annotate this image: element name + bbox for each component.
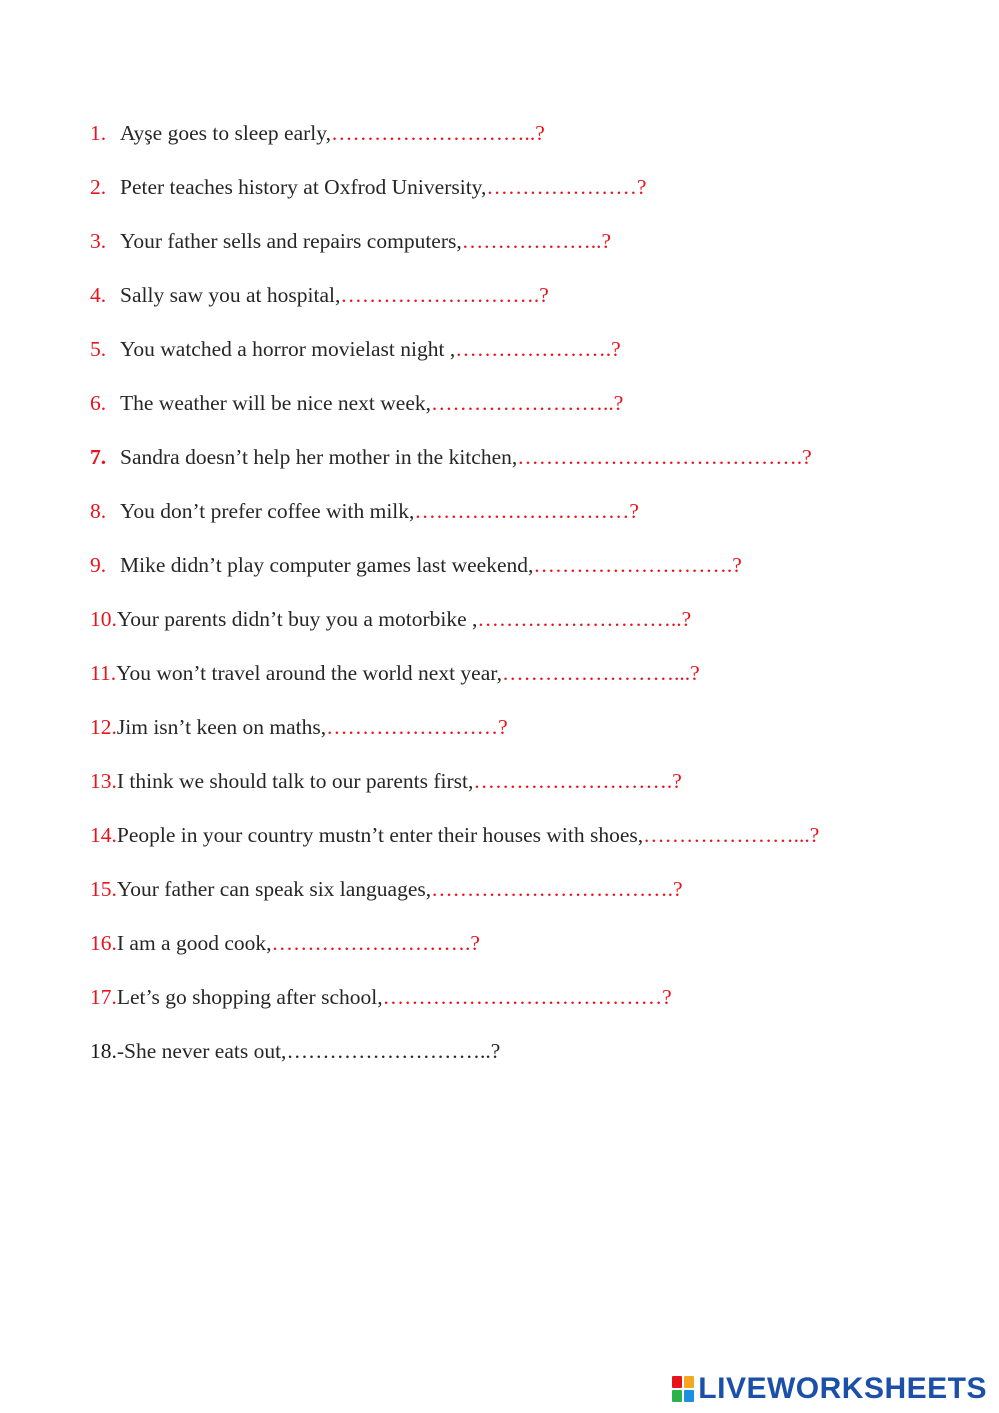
question-text: Sandra doesn’t help her mother in the kitchen, xyxy=(120,445,518,469)
question-number: 12. xyxy=(90,715,117,739)
question-item xyxy=(90,170,970,224)
answer-blank[interactable]: ………………….? xyxy=(455,337,621,361)
answer-blank[interactable]: ……………………..? xyxy=(431,391,624,415)
question-text: Mike didn’t play computer games last weekend, xyxy=(120,553,534,577)
question-number: 5. xyxy=(90,337,107,361)
question-number: 6. xyxy=(90,391,107,415)
question-number: 14. xyxy=(90,823,117,847)
question-item xyxy=(90,278,970,332)
answer-blank[interactable]: ……………………….? xyxy=(340,283,549,307)
question-number: 10. xyxy=(90,607,117,631)
question-number: 1. xyxy=(90,121,107,145)
question-number: 13. xyxy=(90,769,117,793)
question-item xyxy=(90,494,970,548)
answer-blank[interactable]: ………………………..? xyxy=(330,121,545,145)
answer-blank[interactable]: …………………………….? xyxy=(431,877,683,901)
question-item xyxy=(90,386,970,440)
question-item xyxy=(90,1034,970,1088)
question-item xyxy=(90,548,970,602)
answer-blank[interactable]: ……………………….? xyxy=(271,931,480,955)
answer-blank[interactable]: …………………………………? xyxy=(382,985,672,1009)
answer-blank[interactable]: ………………………..? xyxy=(477,607,692,631)
question-number: 15. xyxy=(90,877,117,901)
question-number: 16. xyxy=(90,931,117,955)
answer-blank[interactable]: ………………………..? xyxy=(286,1039,501,1063)
answer-blank[interactable]: ……………………...? xyxy=(501,661,700,685)
question-list xyxy=(90,116,970,1088)
question-text: Peter teaches history at Oxfrod University, xyxy=(120,175,487,199)
answer-blank[interactable]: …………………? xyxy=(486,175,647,199)
question-number: 4. xyxy=(90,283,107,307)
brand-text: LIVEWORKSHEETS xyxy=(698,1372,987,1405)
liveworksheets-brand xyxy=(672,1372,987,1406)
question-text: -She never eats out, xyxy=(116,1039,287,1063)
question-text: Sally saw you at hospital, xyxy=(120,283,341,307)
question-item xyxy=(90,872,970,926)
question-text: Let’s go shopping after school, xyxy=(116,985,383,1009)
question-text: Ayşe goes to sleep early, xyxy=(120,121,331,145)
question-number: 9. xyxy=(90,553,107,577)
question-number: 18. xyxy=(90,1039,117,1063)
question-item xyxy=(90,980,970,1034)
answer-blank[interactable]: ……………………….? xyxy=(473,769,682,793)
question-text: Your father can speak six languages, xyxy=(116,877,432,901)
question-number: 17. xyxy=(90,985,117,1009)
question-text: You won’t travel around the world next year, xyxy=(116,661,502,685)
question-text: The weather will be nice next week, xyxy=(120,391,432,415)
question-text: I am a good cook, xyxy=(116,931,272,955)
liveworksheets-logo-icon xyxy=(672,1376,694,1402)
question-item xyxy=(90,224,970,278)
question-number: 2. xyxy=(90,175,107,199)
answer-blank[interactable]: ………………………………….? xyxy=(517,445,812,469)
question-item xyxy=(90,656,970,710)
question-item xyxy=(90,116,970,170)
question-number: 11. xyxy=(90,661,117,685)
question-item xyxy=(90,440,970,494)
answer-blank[interactable]: ……………………? xyxy=(326,715,508,739)
question-number: 8. xyxy=(90,499,107,523)
answer-blank[interactable]: …………………………? xyxy=(414,499,639,523)
question-number: 7. xyxy=(90,445,107,469)
question-item xyxy=(90,764,970,818)
question-number: 3. xyxy=(90,229,107,253)
question-text: You don’t prefer coffee with milk, xyxy=(120,499,415,523)
question-item xyxy=(90,710,970,764)
question-item xyxy=(90,926,970,980)
answer-blank[interactable]: ………………..? xyxy=(461,229,612,253)
question-item xyxy=(90,332,970,386)
question-item xyxy=(90,818,970,872)
answer-blank[interactable]: …………………...? xyxy=(643,823,820,847)
question-text: Your father sells and repairs computers, xyxy=(120,229,462,253)
answer-blank[interactable]: ……………………….? xyxy=(533,553,742,577)
question-text: You watched a horror movielast night , xyxy=(120,337,456,361)
question-text: I think we should talk to our parents first, xyxy=(116,769,474,793)
question-text: Your parents didn’t buy you a motorbike , xyxy=(116,607,478,631)
question-text: People in your country mustn’t enter their houses with shoes, xyxy=(116,823,644,847)
question-text: Jim isn’t keen on maths, xyxy=(116,715,327,739)
question-item xyxy=(90,602,970,656)
